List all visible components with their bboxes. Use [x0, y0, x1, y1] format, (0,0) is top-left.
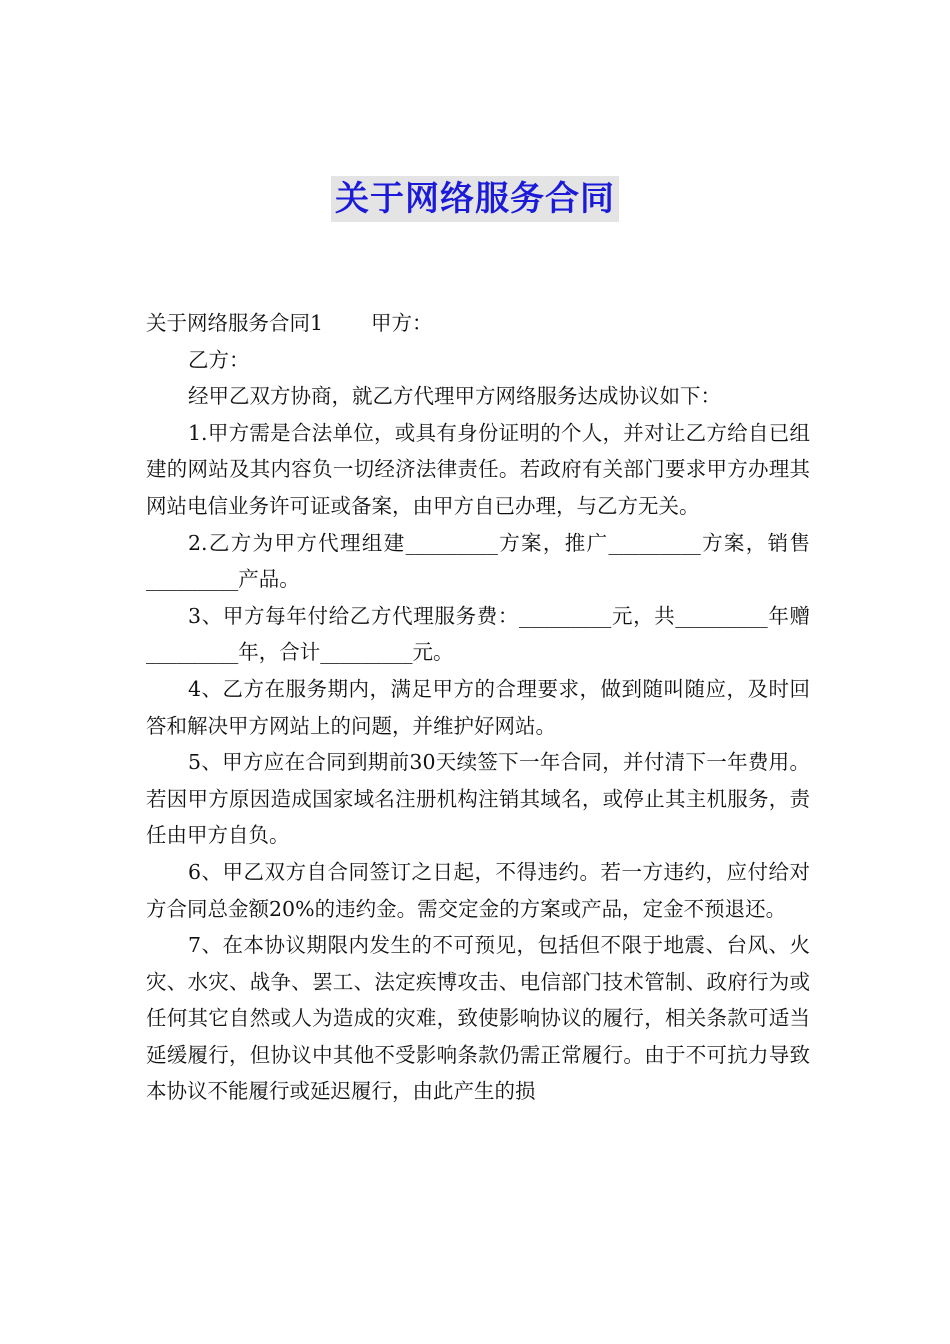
header-line-right: 甲方： — [371, 311, 433, 335]
document-body — [146, 305, 810, 1110]
clause-7: 7、在本协议期限内发生的不可预见，包括但不限于地震、台风、火灾、水灾、战争、罢工、法定疾博攻击、电信部门技术管制、政府行为或任何其它自然或人为造成的灾难，致使影响协议的履行，相关条款可适当延缓履行，但协议中其他不受影响条款仍需正常履行。由于不可抗力导致本协议不能履行或延迟履行，由此产生的损 — [146, 933, 810, 1104]
clause-6: 6、甲乙双方自合同签订之日起，不得违约。若一方违约，应付给对方合同总金额20%的违约金。需交定金的方案或产品，定金不预退还。 — [146, 859, 810, 921]
header-line — [146, 305, 810, 342]
clause-2: 2.乙方为甲方代理组建_________方案，推广_________方案，销售_________产品。 — [146, 530, 810, 592]
header-line-left: 关于网络服务合同1 — [146, 311, 324, 335]
clause-4: 4、乙方在服务期内，满足甲方的合理要求，做到随叫随应，及时回答和解决甲方网站上的问题，并维护好网站。 — [146, 676, 810, 738]
clause-5: 5、甲方应在合同到期前30天续签下一年合同，并付清下一年费用。若因甲方原因造成国家域名注册机构注销其域名，或停止其主机服务，责任由甲方自负。 — [146, 750, 810, 848]
clause-1: 1.甲方需是合法单位，或具有身份证明的个人，并对让乙方给自已组建的网站及其内容负一切经济法律责任。若政府有关部门要求甲方办理其网站电信业务许可证或备案，由甲方自已办理，与乙方无关。 — [146, 420, 810, 518]
paragraph-intro: 经甲乙双方协商，就乙方代理甲方网络服务达成协议如下： — [188, 384, 721, 409]
clause-3: 3、甲方每年付给乙方代理服务费：_________元，共_________年赠_________年，合计_________元。 — [146, 603, 810, 665]
paragraph-party-b: 乙方： — [188, 347, 250, 372]
title-container — [0, 176, 950, 222]
document-title: 关于网络服务合同 — [331, 176, 619, 222]
